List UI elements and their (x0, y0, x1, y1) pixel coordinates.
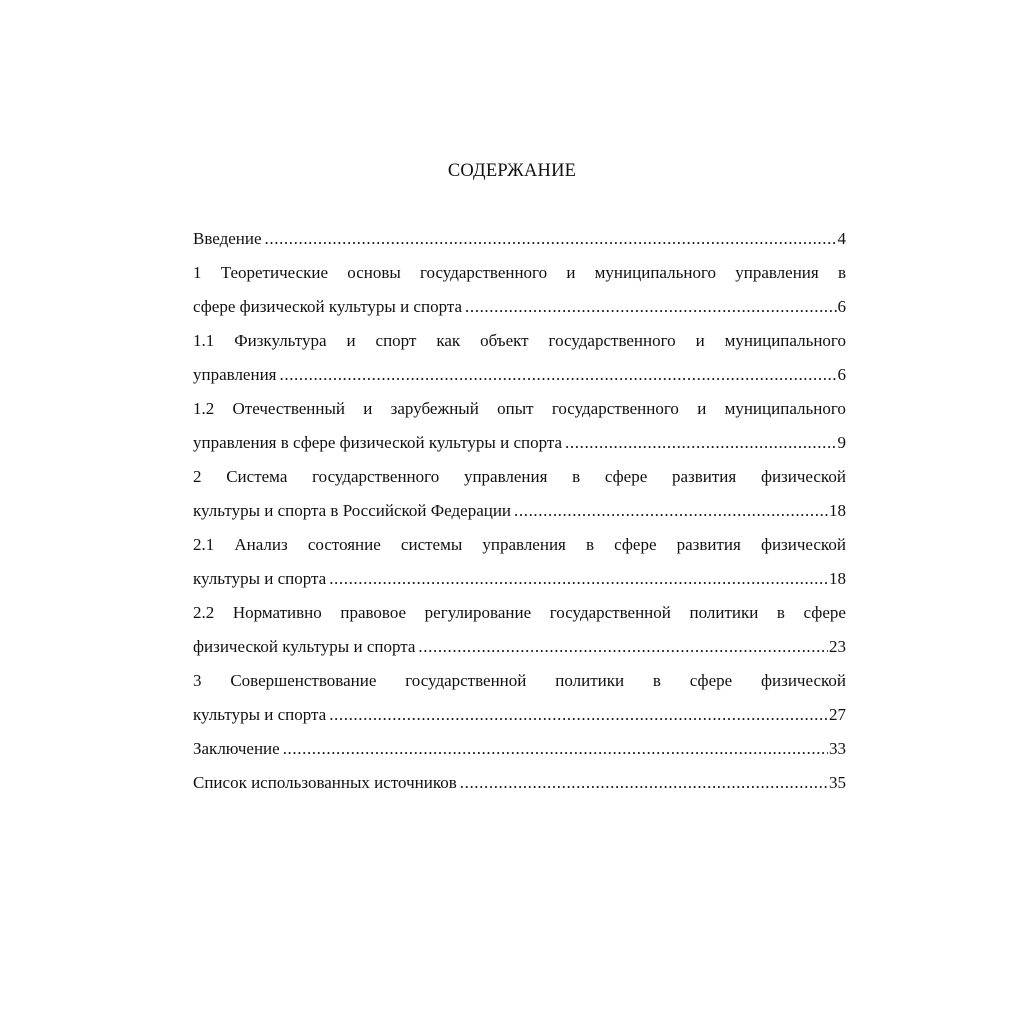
dot-leader (465, 295, 836, 319)
dot-leader (329, 567, 828, 591)
toc-entry-last-line (193, 635, 846, 669)
page-title: СОДЕРЖАНИЕ (447, 161, 577, 181)
toc-entry-title: управления (193, 365, 277, 384)
toc-entry-last-line (193, 567, 846, 601)
toc-page-number: 6 (837, 297, 846, 316)
toc-page-number: 18 (829, 501, 846, 520)
toc-entry-title: Введение (193, 229, 262, 248)
toc-entry-wrapped-line: 1.1 Физкультура и спорт как объект государственного и муниципального (193, 331, 846, 350)
dot-leader (460, 771, 828, 795)
toc-entry (193, 533, 846, 601)
toc-entry-wrapped-line: 1 Теоретические основы государственного и муниципального управления в (193, 263, 846, 282)
toc-entry (193, 227, 846, 261)
toc-page-number: 18 (829, 569, 846, 588)
toc-entry-title: культуры и спорта в Российской Федерации (193, 501, 512, 520)
toc-entry (193, 737, 846, 771)
toc-entry (193, 771, 846, 805)
toc-entry-wrapped-line: 2.1 Анализ состояние системы управления в сфере развития физической (193, 535, 846, 554)
toc-entry-title: физической культуры и спорта (193, 637, 416, 656)
toc-entry (193, 397, 846, 465)
toc-entry-last-line (193, 431, 846, 465)
toc-page-number: 23 (829, 637, 846, 656)
toc-entry-wrapped-line: 2 Система государственного управления в сфере развития физической (193, 467, 846, 486)
toc-page-number: 4 (837, 229, 846, 248)
toc-entry-last-line (193, 771, 846, 805)
dot-leader (329, 703, 828, 727)
toc-entry-title: Список использованных источников (193, 773, 457, 792)
toc-entry-last-line (193, 295, 846, 329)
toc-page-number: 35 (829, 773, 846, 792)
dot-leader (265, 227, 837, 251)
toc-entry (193, 261, 846, 329)
toc-entry (193, 669, 846, 737)
toc-page-number: 9 (837, 433, 846, 452)
toc-page-number: 27 (829, 705, 846, 724)
toc-entry-title: Заключение (193, 739, 280, 758)
toc-entry-last-line (193, 363, 846, 397)
toc-entry-title: сфере физической культуры и спорта (193, 297, 463, 316)
toc-entry (193, 329, 846, 397)
toc-entry-title: управления в сфере физической культуры и спорта (193, 433, 563, 452)
toc-entry-last-line (193, 737, 846, 771)
toc-entry-wrapped-line: 3 Совершенствование государственной политики в сфере физической (193, 671, 846, 690)
toc-entry-last-line (193, 227, 846, 261)
toc-entry-wrapped-line: 2.2 Нормативно правовое регулирование государственной политики в сфере (193, 603, 846, 622)
dot-leader (280, 363, 837, 387)
dot-leader (565, 431, 836, 455)
toc-entry-last-line (193, 703, 846, 737)
toc-page-number: 6 (837, 365, 846, 384)
dot-leader (514, 499, 828, 523)
dot-leader (418, 635, 828, 659)
toc-entry-title: культуры и спорта (193, 569, 327, 588)
table-of-contents (193, 227, 846, 805)
toc-entry-wrapped-line: 1.2 Отечественный и зарубежный опыт государственного и муниципального (193, 399, 846, 418)
toc-entry-title: культуры и спорта (193, 705, 327, 724)
dot-leader (283, 737, 828, 761)
toc-entry (193, 465, 846, 533)
toc-page-number: 33 (829, 739, 846, 758)
toc-entry-last-line (193, 499, 846, 533)
toc-entry (193, 601, 846, 669)
